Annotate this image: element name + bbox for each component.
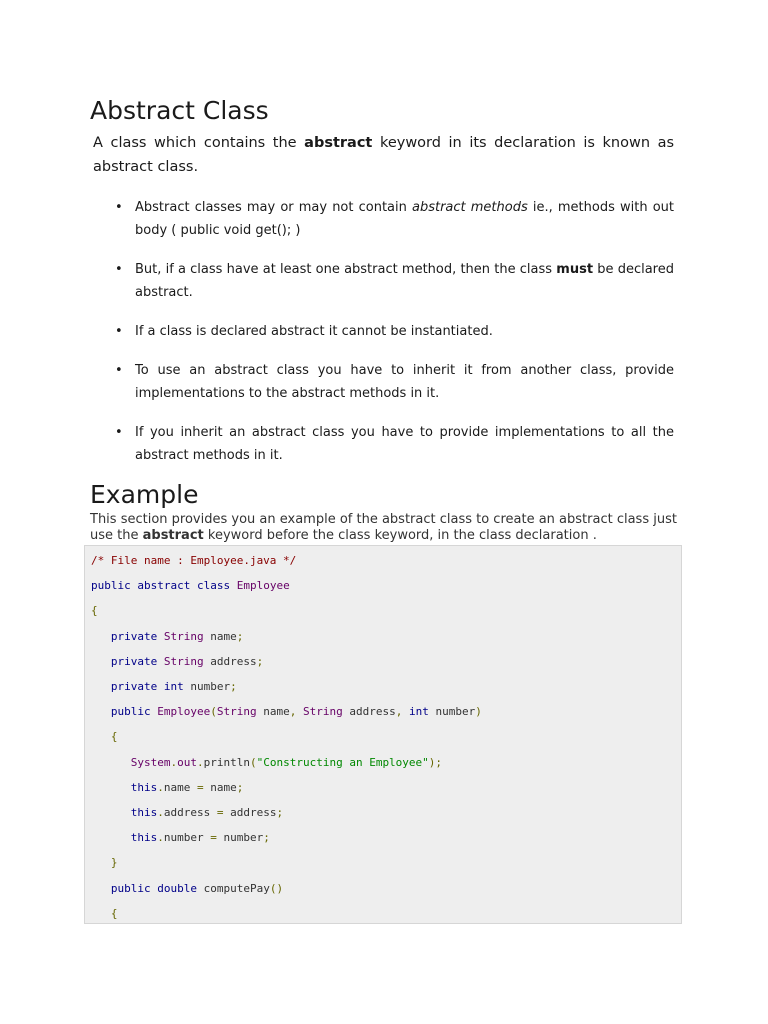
- page-title: Abstract Class: [90, 96, 269, 125]
- list-item: [115, 196, 674, 242]
- list-item-text: To use an abstract class you have to inherit it from another class, provide implementations to the abstract methods in it.: [135, 363, 674, 401]
- example-desc-text-end: keyword before the class keyword, in the class declaration .: [203, 528, 597, 543]
- list-item: [115, 421, 674, 467]
- list-item: [115, 359, 674, 405]
- bullet-icon: •: [115, 262, 123, 277]
- abstract-rules-list: [115, 196, 674, 467]
- code-block: [84, 545, 682, 924]
- code-line: public abstract class Employee: [91, 579, 290, 593]
- code-line: {: [110, 906, 118, 920]
- example-heading: Example: [90, 480, 199, 509]
- example-description: [90, 512, 680, 544]
- code-line: this.name = name;: [130, 780, 244, 794]
- code-line: private String address;: [110, 654, 264, 668]
- list-item-text-end: be declared abstract.: [135, 262, 674, 300]
- list-item-bold: must: [556, 262, 594, 277]
- intro-paragraph: [93, 132, 674, 179]
- code-line: private String name;: [110, 629, 244, 643]
- list-item-text: If you inherit an abstract class you have to provide implementations to all the abstract methods in it.: [135, 425, 674, 463]
- code-line: public Employee(String name, String address, int number): [110, 705, 482, 719]
- code-line: System.out.println("Constructing an Employee");: [130, 755, 443, 769]
- code-line: private int number;: [110, 680, 237, 693]
- bullet-icon: •: [115, 425, 123, 440]
- list-item: [115, 320, 674, 343]
- code-line: {: [91, 604, 98, 618]
- intro-bold-keyword: abstract: [304, 135, 373, 151]
- intro-text: A class which contains the: [93, 135, 305, 151]
- list-item-italic: abstract methods: [412, 200, 528, 215]
- bullet-icon: •: [115, 363, 123, 378]
- bullet-icon: •: [115, 200, 123, 215]
- example-desc-bold: abstract: [142, 528, 204, 543]
- example-desc-text: This section provides you an example of the abstract class to create an abstract class just use the: [90, 512, 677, 543]
- list-item-text-end: ie., methods with out body ( public void get(); ): [135, 200, 674, 238]
- intro-text-end: keyword in its declaration is known as abstract class.: [93, 135, 675, 175]
- list-item: [115, 258, 674, 304]
- list-item-text: But, if a class have at least one abstract method, then the class: [135, 262, 557, 277]
- bullet-icon: •: [115, 324, 123, 339]
- code-line: public double computePay(): [110, 881, 284, 895]
- list-item-text: If a class is declared abstract it cannot be instantiated.: [135, 324, 493, 339]
- code-line: this.address = address;: [130, 806, 284, 819]
- list-item-text: Abstract classes may or may not contain: [135, 200, 412, 215]
- code-line: }: [110, 856, 118, 870]
- code-line: {: [110, 730, 118, 744]
- code-line: this.number = number;: [130, 831, 270, 845]
- code-line: /* File name : Employee.java */: [91, 554, 297, 567]
